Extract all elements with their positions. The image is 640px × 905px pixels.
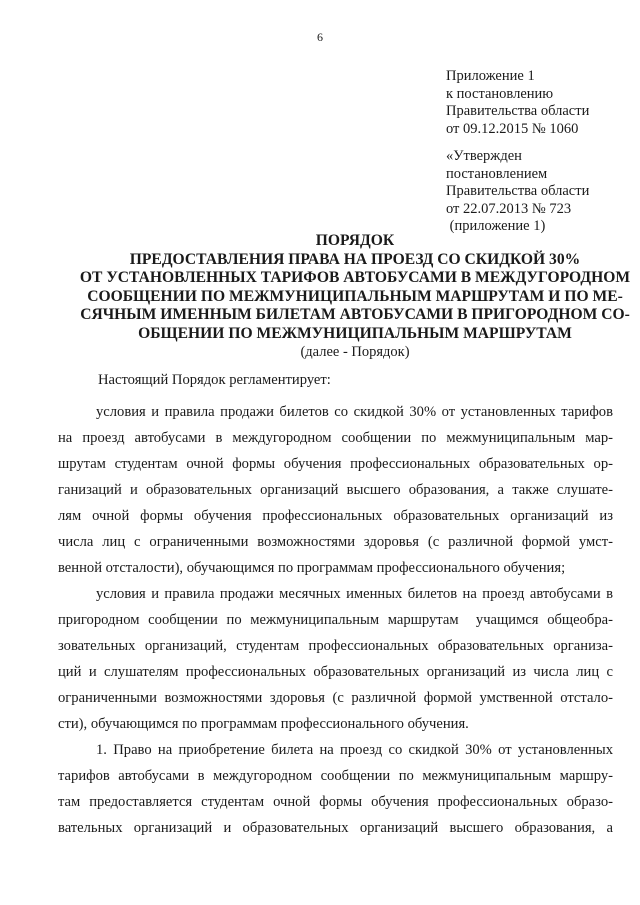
appendix-reference xyxy=(446,68,589,138)
appendix-line: от 09.12.2015 № 1060 xyxy=(446,120,579,137)
document-body xyxy=(58,367,613,841)
title-line: ОТ УСТАНОВЛЕННЫХ ТАРИФОВ АВТОБУСАМИ В МЕЖДУГОРОДНОМ xyxy=(79,269,631,286)
text-line: зовательных организаций, студентам профессиональных образовательных организа- xyxy=(58,638,613,654)
text-line: венной отсталости), обучающимся по программам профессионального обучения; xyxy=(58,560,566,576)
title-line: СООБЩЕНИИ ПО МЕЖМУНИЦИПАЛЬНЫМ МАРШРУТАМ И ПО МЕ- xyxy=(87,287,623,305)
approval-reference xyxy=(446,148,589,236)
text-line: там предоставляется студентам очной формы обучения профессиональных образо- xyxy=(58,794,613,810)
text-line: тарифов автобусами в междугородном сообщении по межмуниципальным маршру- xyxy=(58,768,613,784)
text-line: шрутам студентам очной формы обучения профессиональных образовательных ор- xyxy=(58,456,613,472)
appendix-line: Приложение 1 xyxy=(446,68,535,84)
appendix-line: Правительства области xyxy=(446,103,590,119)
title-note: (далее - Порядок) xyxy=(300,344,410,360)
text-line: сти), обучающимся по программам профессионального обучения. xyxy=(58,716,469,732)
text-line: ганизаций и образовательных организаций высшего образования, а также слушате- xyxy=(58,482,613,498)
title-line: СЯЧНЫМ ИМЕННЫМ БИЛЕТАМ АВТОБУСАМИ В ПРИГОРОДНОМ СО- xyxy=(80,306,630,323)
text-line: 1. Право на приобретение билета на проезд со скидкой 30% от установленных xyxy=(96,742,613,758)
approval-line: (приложение 1) xyxy=(446,218,546,234)
text-line: на проезд автобусами в междугородном сообщении по межмуниципальным мар- xyxy=(58,430,613,446)
intro-paragraph: Настоящий Порядок регламентирует: xyxy=(98,372,331,388)
text-line: условия и правила продажи месячных именных билетов на проезд автобусами в xyxy=(96,586,613,602)
approval-line: Правительства области xyxy=(446,183,590,199)
approval-line: от 22.07.2013 № 723 xyxy=(446,200,572,217)
text-line: пригородном сообщении по межмуниципальным маршрутам учащимся общеобра- xyxy=(58,612,613,628)
title-line: ОБЩЕНИИ ПО МЕЖМУНИЦИПАЛЬНЫМ МАРШРУТАМ xyxy=(138,324,572,342)
text-line: лям очной формы обучения профессиональных образовательных организаций из xyxy=(58,508,613,524)
text-line: условия и правила продажи билетов со скидкой 30% от установленных тарифов xyxy=(96,404,613,420)
paragraph-sale-conditions-suburban xyxy=(58,581,613,737)
approval-line: постановлением xyxy=(446,165,548,182)
paragraph-1 xyxy=(58,737,613,841)
text-line: ций и слушателям профессиональных образовательных организаций из числа лиц с xyxy=(58,664,613,680)
document-title xyxy=(60,232,640,362)
text-line: ограниченными возможностями здоровья (с различной формой умственной отстало- xyxy=(58,690,613,706)
text-line: вательных организаций и образовательных организаций высшего образования, а xyxy=(58,820,613,836)
approval-line: «Утвержден xyxy=(446,148,522,164)
text-line: числа лиц с ограниченными возможностями здоровья (с различной формой умст- xyxy=(58,534,613,550)
title-line: ПРЕДОСТАВЛЕНИЯ ПРАВА НА ПРОЕЗД СО СКИДКОЙ 30% xyxy=(129,250,581,268)
page-number: 6 xyxy=(317,30,323,44)
title-line: ПОРЯДОК xyxy=(315,232,395,249)
appendix-line: к постановлению xyxy=(446,85,554,102)
paragraph-sale-conditions-intercity xyxy=(58,399,613,581)
